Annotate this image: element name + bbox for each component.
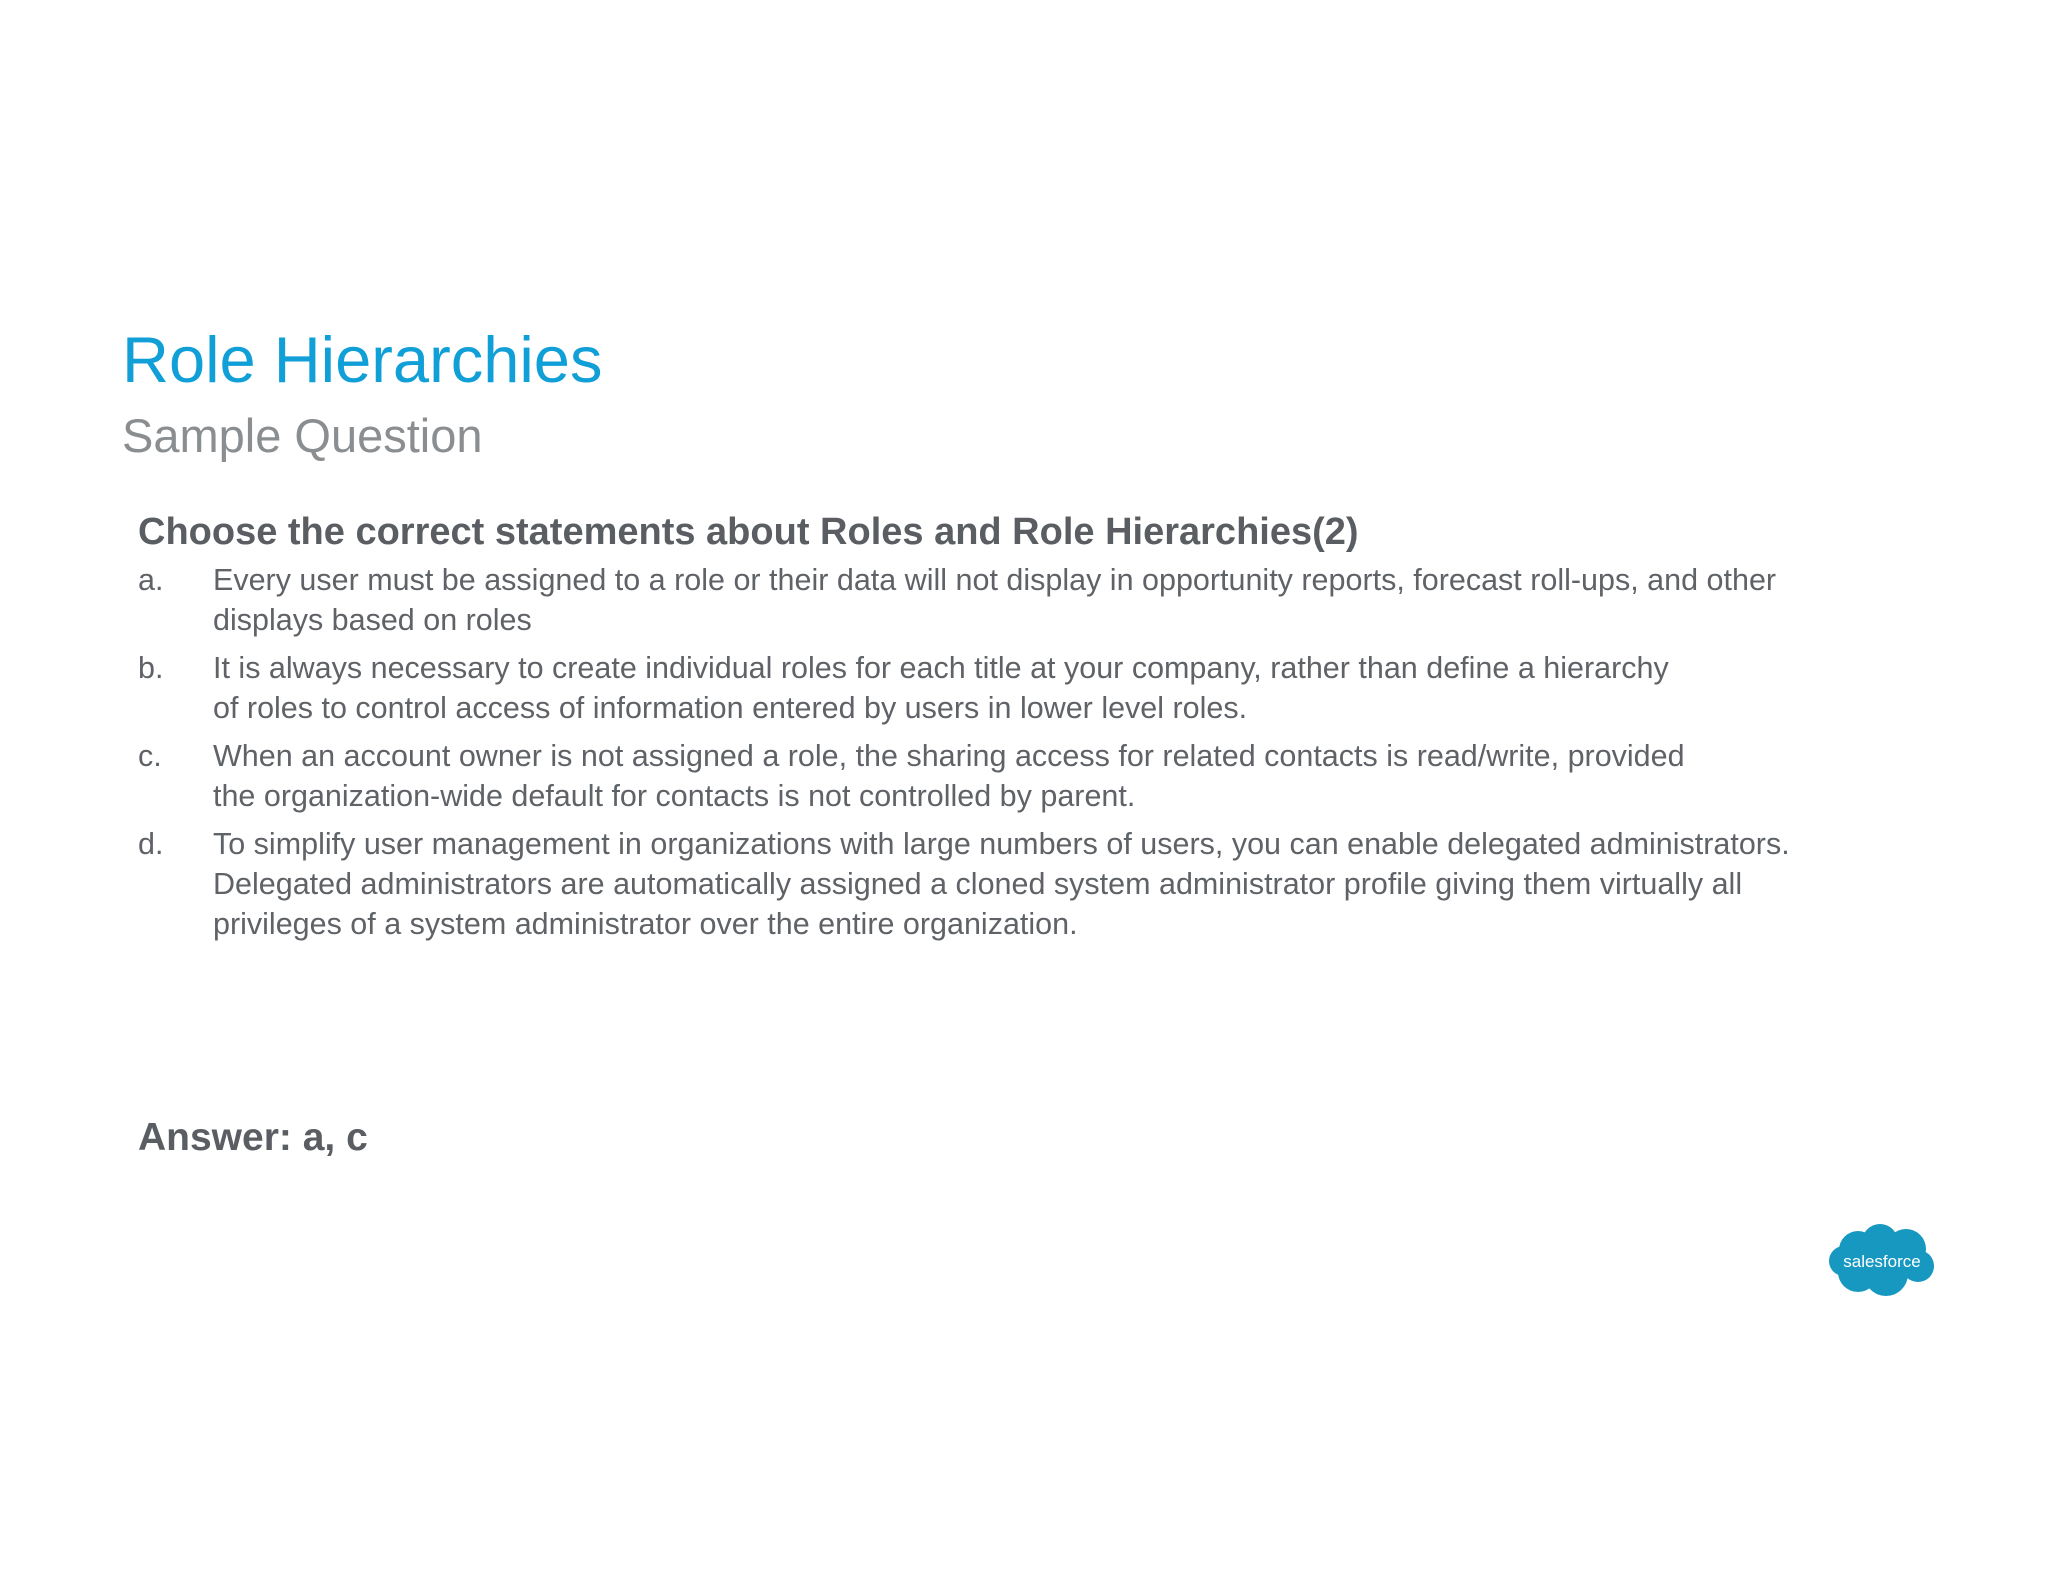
option-text-line: To simplify user management in organizations with large numbers of users, you can enable delegated administrators.	[213, 827, 1790, 861]
option-text-line: privileges of a system administrator over the entire organization.	[213, 907, 1078, 941]
option-marker: a.	[138, 563, 164, 597]
answer-text: Answer: a, c	[138, 1116, 368, 1159]
logo-wordmark: salesforce	[1843, 1252, 1921, 1271]
option-a	[138, 560, 1878, 640]
slide-subtitle: Sample Question	[122, 409, 483, 462]
option-marker: b.	[138, 651, 164, 685]
question-text: Choose the correct statements about Roles and Role Hierarchies(2)	[138, 511, 1359, 553]
option-text-line: When an account owner is not assigned a role, the sharing access for related contacts is read/write, provided	[213, 739, 1685, 773]
option-text-line: Every user must be assigned to a role or their data will not display in opportunity reports, forecast roll-ups, and other	[213, 563, 1777, 597]
option-text-line: Delegated administrators are automatically assigned a cloned system administrator profile giving them virtually all	[213, 867, 1743, 901]
slide-title: Role Hierarchies	[122, 323, 603, 396]
option-d	[138, 824, 1878, 944]
option-text-line: It is always necessary to create individual roles for each title at your company, rather than define a hierarchy	[213, 651, 1669, 685]
option-text-line: the organization-wide default for contacts is not controlled by parent.	[213, 779, 1136, 813]
salesforce-cloud-icon	[1828, 1222, 1936, 1300]
answer-options-list	[138, 560, 1878, 952]
option-marker: c.	[138, 739, 162, 773]
option-text-line: of roles to control access of information entered by users in lower level roles.	[213, 691, 1248, 725]
option-c	[138, 736, 1878, 816]
option-marker: d.	[138, 827, 164, 861]
option-b	[138, 648, 1878, 728]
salesforce-logo	[1828, 1222, 1936, 1300]
option-text-line: displays based on roles	[213, 603, 532, 637]
